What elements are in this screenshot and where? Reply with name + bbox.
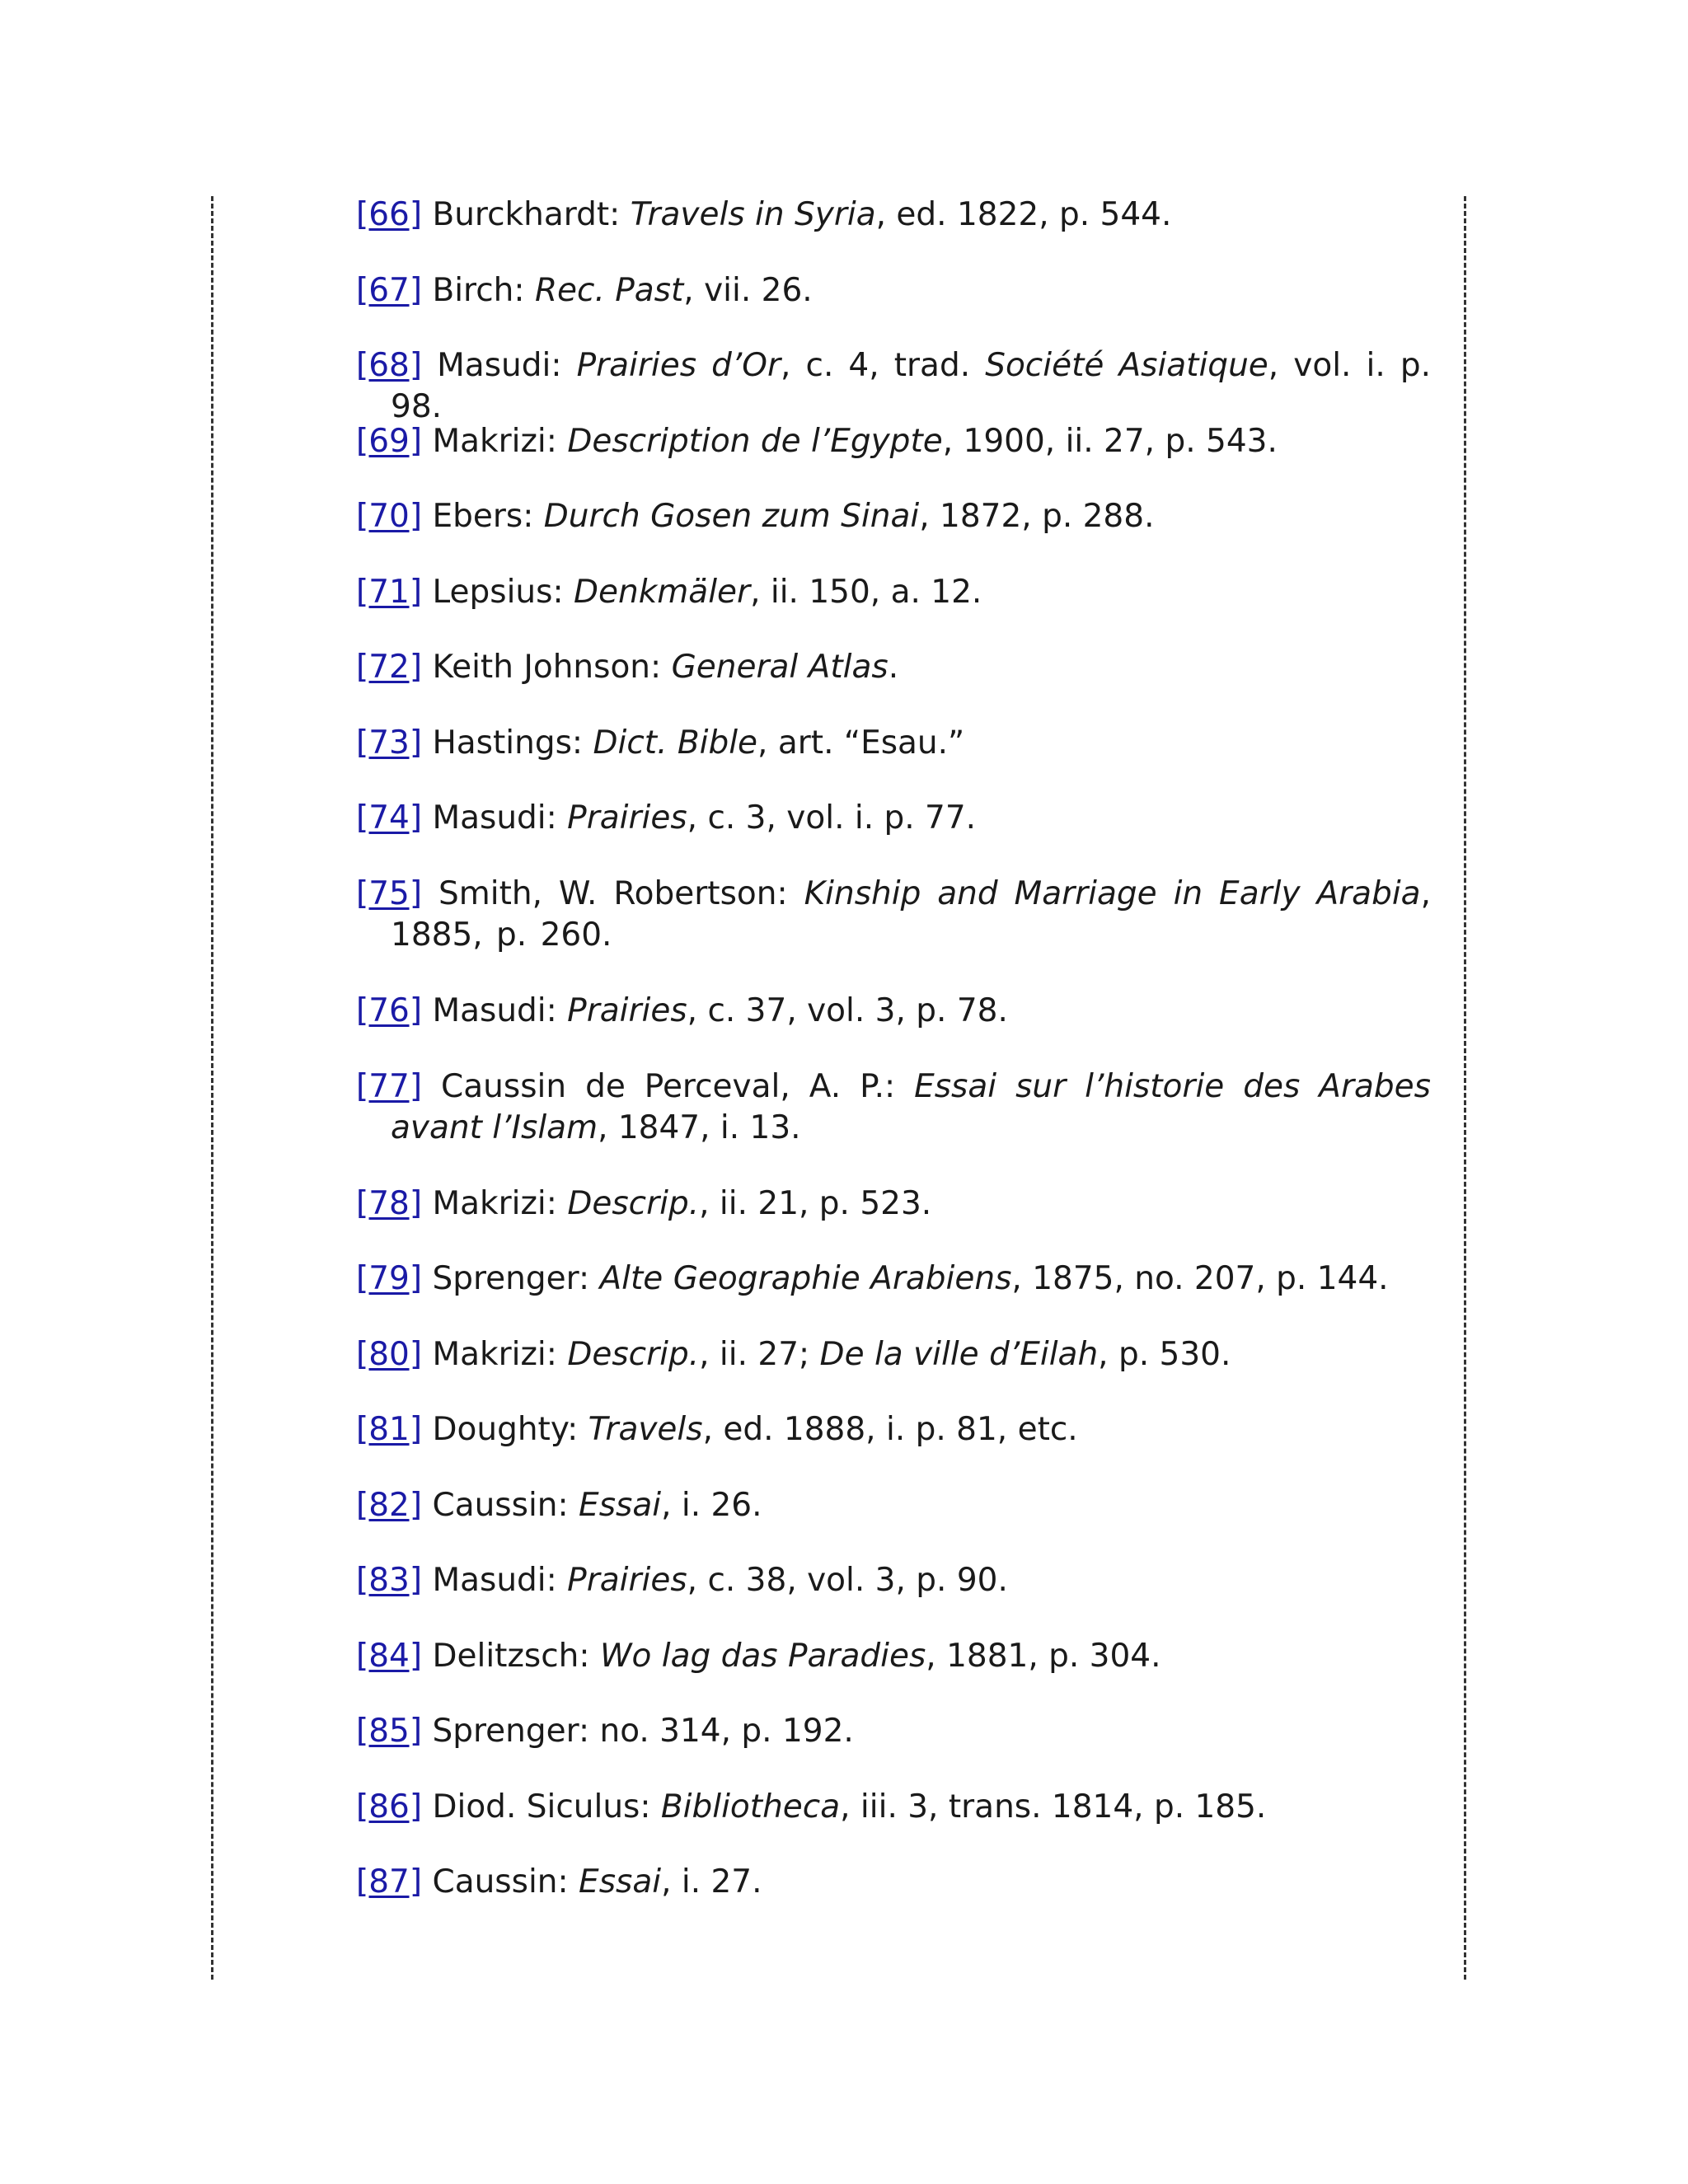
cited-work-title: Essai sur l’historie des Arabes avant l’Islam (391, 1068, 1431, 1146)
citation-text: , ii. 150, a. 12. (750, 574, 982, 611)
footnote-backlink[interactable]: [76] (356, 992, 423, 1029)
footnote-backlink[interactable]: [87] (356, 1863, 423, 1900)
citation-text: , i. 27. (661, 1863, 762, 1900)
citation-text: Caussin: (422, 1863, 579, 1900)
footnote-item (356, 496, 1431, 537)
footnote-backlink[interactable]: [85] (356, 1713, 423, 1750)
citation-text: Caussin de Perceval, A. P.: (422, 1068, 915, 1105)
footnote-backlink[interactable]: [72] (356, 649, 423, 686)
citation-text: , 1875, no. 207, p. 144. (1011, 1260, 1389, 1297)
footnote-backlink[interactable]: [78] (356, 1185, 423, 1222)
footnote-backlink[interactable]: [80] (356, 1336, 423, 1373)
citation-text: , vol. i. p. 98. (391, 347, 1431, 425)
footnote-item (356, 991, 1431, 1032)
footnote-backlink[interactable]: [86] (356, 1788, 423, 1825)
citation-text: , ii. 21, p. 523. (699, 1185, 932, 1222)
footnote-item (356, 1334, 1431, 1376)
cited-work-title: Denkmäler (573, 574, 751, 611)
citation-text: , 1847, i. 13. (598, 1109, 801, 1146)
cited-work-title: Bibliotheca (660, 1788, 841, 1825)
footnote-item (356, 1560, 1431, 1601)
citation-text: , ed. 1822, p. 544. (875, 196, 1172, 233)
cited-work-title: Rec. Past (534, 272, 684, 309)
citation-text: , 1881, p. 304. (926, 1638, 1161, 1675)
footnote-backlink[interactable]: [68] (356, 347, 423, 384)
cited-work-title: Travels (588, 1411, 703, 1448)
citation-text: Diod. Siculus: (422, 1788, 661, 1825)
footnote-backlink[interactable]: [70] (356, 498, 423, 535)
citation-text: , ii. 27; (699, 1336, 820, 1373)
footnote-item (356, 194, 1431, 236)
footnote-item (356, 572, 1431, 613)
citation-text: Birch: (422, 272, 535, 309)
footnote-item (356, 1409, 1431, 1451)
citation-text: Makrizi: (422, 1336, 568, 1373)
citation-text: , ed. 1888, i. p. 81, etc. (702, 1411, 1078, 1448)
footnote-backlink[interactable]: [82] (356, 1487, 423, 1524)
citation-text: Doughty: (422, 1411, 588, 1448)
footnote-backlink[interactable]: [73] (356, 724, 423, 762)
citation-text: Hastings: (422, 724, 593, 762)
footnote-item (356, 270, 1431, 312)
footnote-backlink[interactable]: [71] (356, 574, 423, 611)
citation-text: Keith Johnson: (422, 649, 672, 686)
cited-work-title: Prairies d’Or (576, 347, 781, 384)
footnote-item (356, 1066, 1431, 1149)
cited-work-title: Descrip. (567, 1336, 700, 1373)
citation-text: Masudi: (422, 347, 577, 384)
citation-text: Caussin: (422, 1487, 579, 1524)
left-margin-rule (211, 196, 213, 1980)
footnote-backlink[interactable]: [69] (356, 423, 423, 460)
footnote-item (356, 647, 1431, 688)
citation-text: , c. 4, trad. (781, 347, 986, 384)
cited-work-title: Société Asiatique (985, 347, 1268, 384)
cited-work-title: Essai (579, 1863, 662, 1900)
cited-work-title: Wo lag das Paradies (599, 1638, 926, 1675)
footnote-item (356, 1862, 1431, 1903)
footnote-item (356, 874, 1431, 956)
citation-text: Sprenger: (422, 1260, 600, 1297)
citation-text: , c. 38, vol. 3, p. 90. (687, 1562, 1008, 1599)
cited-work-title: Dict. Bible (593, 724, 758, 762)
cited-work-title: Prairies (567, 799, 687, 837)
citation-text: , 1900, ii. 27, p. 543. (942, 423, 1278, 460)
cited-work-title: Descrip. (567, 1185, 700, 1222)
footnote-item (356, 1258, 1431, 1300)
citation-text: Masudi: (422, 992, 568, 1029)
citation-text: Burckhardt: (422, 196, 631, 233)
citation-text: Makrizi: (422, 423, 568, 460)
citation-text: , 1885, p. 260. (391, 875, 1431, 954)
footnote-backlink[interactable]: [84] (356, 1638, 423, 1675)
citation-text: , c. 3, vol. i. p. 77. (687, 799, 977, 837)
footnote-backlink[interactable]: [66] (356, 196, 423, 233)
footnote-backlink[interactable]: [83] (356, 1562, 423, 1599)
footnote-backlink[interactable]: [81] (356, 1411, 423, 1448)
footnote-backlink[interactable]: [74] (356, 799, 423, 837)
citation-text: Delitzsch: (422, 1638, 600, 1675)
citation-text: Masudi: (422, 1562, 568, 1599)
cited-work-title: Prairies (567, 992, 687, 1029)
cited-work-title: De la ville d’Eilah (819, 1336, 1099, 1373)
cited-work-title: Durch Gosen zum Sinai (543, 498, 920, 535)
citation-text: , vii. 26. (683, 272, 813, 309)
citation-text: Lepsius: (422, 574, 574, 611)
cited-work-title: Description de l’Egypte (567, 423, 943, 460)
footnote-backlink[interactable]: [67] (356, 272, 423, 309)
footnote-item (356, 345, 1431, 428)
right-margin-rule (1464, 196, 1466, 1980)
footnote-item (356, 1787, 1431, 1828)
footnote-item (356, 723, 1431, 764)
citation-text: , art. “Esau.” (757, 724, 965, 762)
footnote-item (356, 1485, 1431, 1526)
cited-work-title: Alte Geographie Arabiens (599, 1260, 1012, 1297)
cited-work-title: General Atlas (671, 649, 889, 686)
footnote-backlink[interactable]: [79] (356, 1260, 423, 1297)
footnote-backlink[interactable]: [75] (356, 875, 423, 912)
footnote-backlink[interactable]: [77] (356, 1068, 423, 1105)
citation-text: Makrizi: (422, 1185, 568, 1222)
footnote-item (356, 421, 1431, 462)
footnote-item (356, 1711, 1431, 1752)
citation-text: , 1872, p. 288. (919, 498, 1155, 535)
citation-text: . (888, 649, 899, 686)
footnote-item (356, 1636, 1431, 1677)
cited-work-title: Travels in Syria (630, 196, 876, 233)
footnote-item (356, 1183, 1431, 1225)
cited-work-title: Prairies (567, 1562, 687, 1599)
cited-work-title: Essai (579, 1487, 662, 1524)
citation-text: , i. 26. (661, 1487, 762, 1524)
cited-work-title: Kinship and Marriage in Early Arabia (804, 875, 1421, 912)
citation-text: Ebers: (422, 498, 544, 535)
citation-text: Sprenger: no. 314, p. 192. (422, 1713, 854, 1750)
citation-text: , p. 530. (1098, 1336, 1231, 1373)
citation-text: , iii. 3, trans. 1814, p. 185. (840, 1788, 1267, 1825)
footnote-item (356, 798, 1431, 839)
citation-text: Smith, W. Robertson: (422, 875, 804, 912)
citation-text: , c. 37, vol. 3, p. 78. (687, 992, 1008, 1029)
citation-text: Masudi: (422, 799, 568, 837)
